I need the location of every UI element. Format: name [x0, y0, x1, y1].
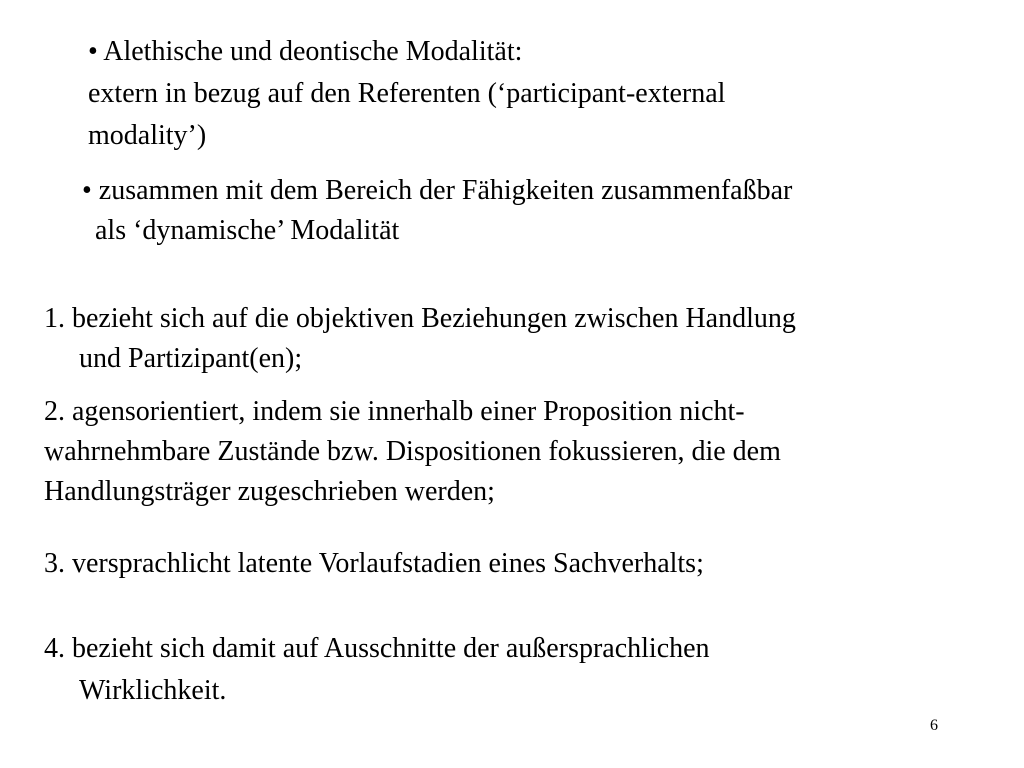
point-4-line-1: 4. bezieht sich damit auf Ausschnitte der außersprachlichen: [44, 633, 710, 664]
point-3-line-1: 3. versprachlicht latente Vorlaufstadien eines Sachverhalts;: [44, 548, 704, 579]
point-1-line-1: 1. bezieht sich auf die objektiven Beziehungen zwischen Handlung: [44, 303, 796, 334]
bullet-1-line-3: modality’): [88, 120, 207, 151]
point-1-line-2: und Partizipant(en);: [79, 343, 303, 374]
point-2-line-1: 2. agensorientiert, indem sie innerhalb einer Proposition nicht-: [44, 396, 745, 427]
point-2-line-3: Handlungsträger zugeschrieben werden;: [44, 476, 495, 507]
point-4-line-2: Wirklichkeit.: [79, 675, 227, 706]
bullet-2-line-1: • zusammen mit dem Bereich der Fähigkeiten zusammenfaßbar: [82, 175, 793, 206]
bullet-1-line-1: • Alethische und deontische Modalität:: [88, 36, 523, 67]
bullet-2-line-2: als ‘dynamische’ Modalität: [95, 215, 400, 246]
bullet-1-line-2: extern in bezug auf den Referenten (‘participant-external: [88, 78, 726, 109]
point-2-line-2: wahrnehmbare Zustände bzw. Dispositionen fokussieren, die dem: [44, 436, 781, 467]
page-number: 6: [930, 717, 938, 734]
